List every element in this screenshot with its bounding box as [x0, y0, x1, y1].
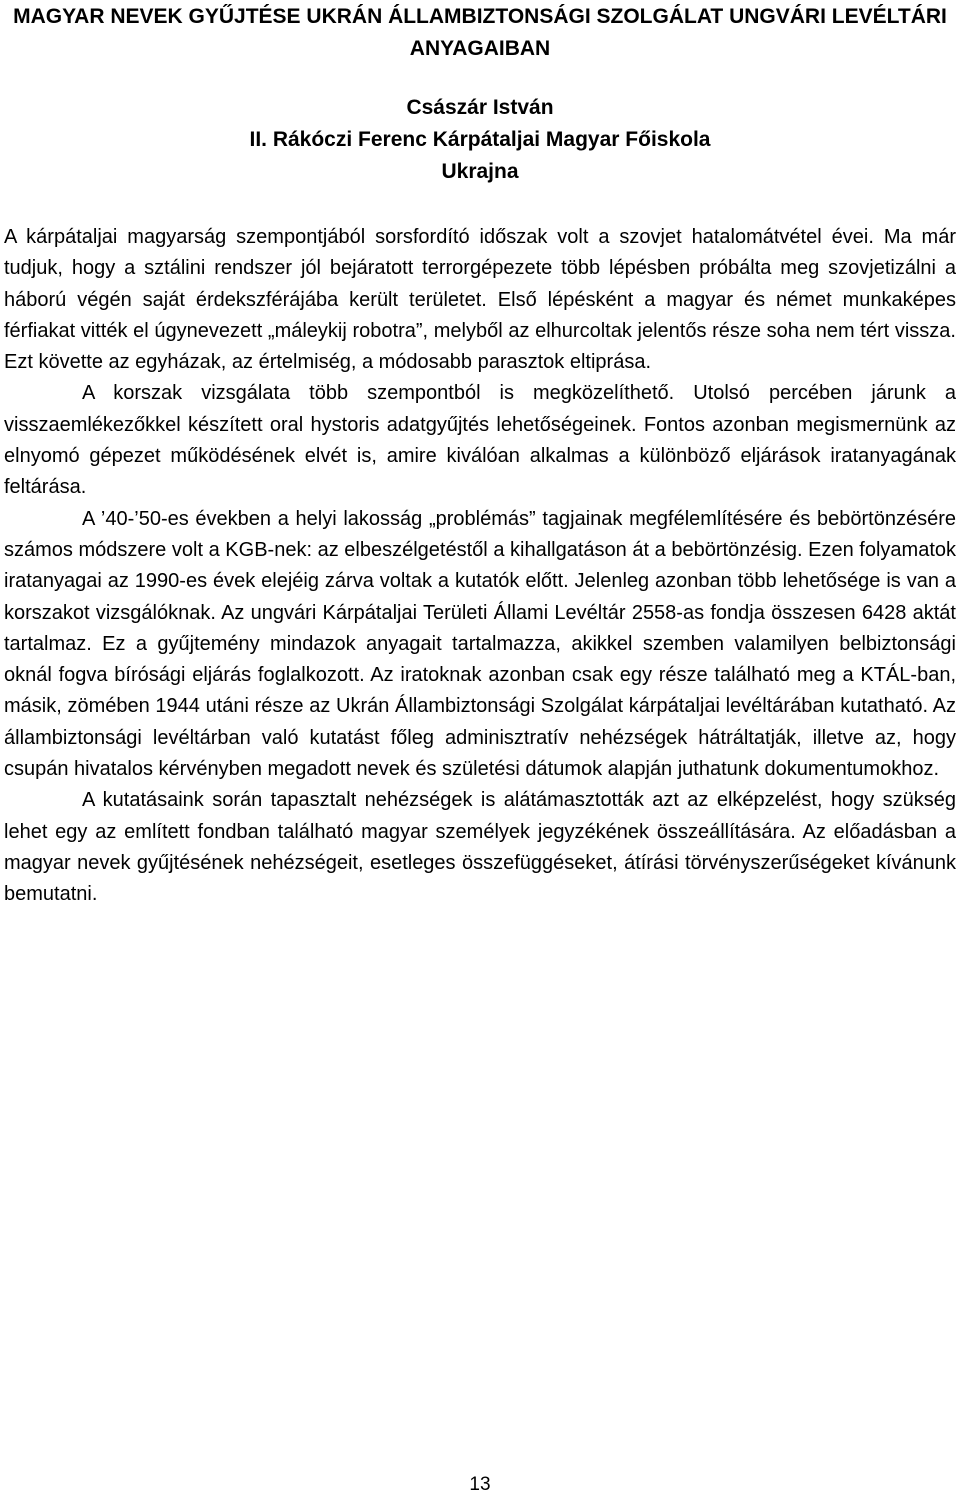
- paragraph-4: A kutatásaink során tapasztalt nehézségek is alátámasztották azt az elképzelést, hogy szükség lehet egy az említett fondban található magyar személyek jegyzékének összeállítására. Az előadásban a magyar nevek gyűjtésének nehézségeit, esetleges összefüggéseket, átírási törvényszerűségeket kívánunk bemutatni.: [4, 789, 956, 906]
- author-affiliation: II. Rákóczi Ferenc Kárpátaljai Magyar Főiskola: [249, 128, 711, 151]
- paragraph-1: A kárpátaljai magyarság szempontjából sorsfordító időszak volt a szovjet hatalomátvétel évei. Ma már tudjuk, hogy a sztálini rendszer jól bejáratott terrorgépezete több lépésben próbálta meg szovjetizálni a háború végén saját érdekszférájába került területet. Első lépésként a magyar és német munkaképes férfiakat vitték el úgynevezett „máleykij robotra”, melyből az elhurcoltak jelentős része soha nem tért vissza. Ezt követte az egyházak, az értelmiség, a módosabb parasztok eltiprása.: [4, 226, 956, 374]
- author-country: Ukrajna: [441, 160, 519, 183]
- paragraph-3: A ’40-’50-es években a helyi lakosság „problémás” tagjainak megfélemlítésére és bebörtönzésére számos módszere volt a KGB-nek: az elbeszélgetéstől a kihallgatáson át a bebörtönzésig. Ezen folyamatok iratanyagai az 1990-es évek elejéig zárva voltak a kutatók előtt. Jelenleg azonban több lehetősége is van a korszakot vizsgálóknak. Az ungvári Kárpátaljai Területi Állami Levéltár 2558-as fondja összesen 6428 aktát tartalmaz. Ez a gyűjtemény mindazok anyagait tartalmazza, akikkel szemben valamilyen belbiztonsági oknál fogva bírósági eljárás foglalkozott. Az iratoknak azonban csak egy része található meg a KTÁL-ban, másik, zömében 1944 utáni része az Ukrán Állambiztonsági Szolgálat kárpátaljai levéltárában kutatható. Az állambiztonsági levéltárban való kutatást főleg adminisztratív nehézségek hátráltatják, illetve az, hogy csupán hivatalos kérvényben megadott nevek és születési dátumok alapján juthatunk dokumentumokhoz.: [4, 507, 956, 781]
- document-title: MAGYAR NEVEK GYŰJTÉSE UKRÁN ÁLLAMBIZTONSÁGI SZOLGÁLAT UNGVÁRI LEVÉLTÁRI ANYAGAIBAN: [13, 5, 947, 60]
- author-block: [0, 92, 960, 188]
- page-number: 13: [469, 1474, 491, 1495]
- abstract-body: [4, 222, 956, 911]
- paragraph-2: A korszak vizsgálata több szempontból is megközelíthető. Utolsó percében járunk a visszaemlékezőkkel készített oral hystoris adatgyűjtés lehetőségeinek. Fontos azonban megismernünk az elnyomó gépezet működésének elvét is, amire kiválóan alkalmas a különböző eljárások iratanyagának feltárása.: [4, 382, 956, 499]
- author-name: Császár István: [406, 96, 554, 119]
